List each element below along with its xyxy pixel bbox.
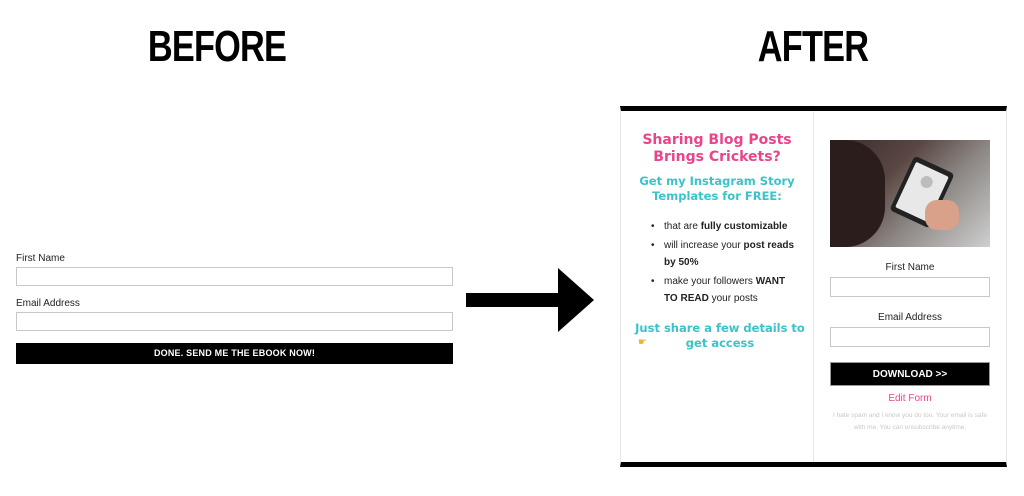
submit-button[interactable]: DONE. SEND ME THE EBOOK NOW! bbox=[16, 343, 453, 364]
right-arrow-icon bbox=[466, 268, 594, 332]
first-name-input[interactable] bbox=[830, 277, 990, 297]
before-form bbox=[16, 253, 453, 364]
download-button[interactable]: DOWNLOAD >> bbox=[830, 362, 990, 386]
pitch-column bbox=[621, 111, 813, 462]
benefit-list bbox=[651, 218, 801, 309]
first-name-label: First Name bbox=[16, 253, 65, 264]
after-form bbox=[830, 262, 990, 386]
first-name-input[interactable] bbox=[16, 267, 453, 286]
list-item: • make your followers WANT TO READ your posts bbox=[651, 273, 801, 307]
edit-form-link[interactable]: Edit Form bbox=[888, 393, 932, 404]
email-input[interactable] bbox=[830, 327, 990, 347]
after-heading: AFTER bbox=[757, 22, 869, 71]
subheadline bbox=[621, 174, 813, 204]
form-column bbox=[814, 111, 1006, 462]
subhead-line-1: Get my Instagram Story bbox=[639, 174, 795, 188]
list-item: • will increase your post reads by 50% bbox=[651, 237, 801, 271]
headline-line-2: Brings Crickets? bbox=[653, 149, 781, 165]
cta-text: Just share a few details to get access bbox=[635, 321, 805, 350]
headline bbox=[621, 132, 813, 166]
before-heading: BEFORE bbox=[147, 22, 287, 71]
email-label: Email Address bbox=[16, 298, 80, 309]
tablet-photo bbox=[830, 140, 990, 247]
first-name-label: First Name bbox=[885, 262, 935, 273]
email-label: Email Address bbox=[878, 312, 942, 323]
headline-line-1: Sharing Blog Posts bbox=[642, 132, 792, 148]
subhead-line-2: Templates for FREE: bbox=[652, 189, 782, 203]
after-optin-panel bbox=[620, 106, 1007, 467]
privacy-note: I hate spam and I know you do too. Your email is safe with me. You can unsubscribe anytime. bbox=[833, 412, 987, 431]
email-input[interactable] bbox=[16, 312, 453, 331]
list-item: • that are fully customizable bbox=[651, 218, 801, 235]
pointing-hand-icon: ☛ bbox=[638, 337, 647, 348]
